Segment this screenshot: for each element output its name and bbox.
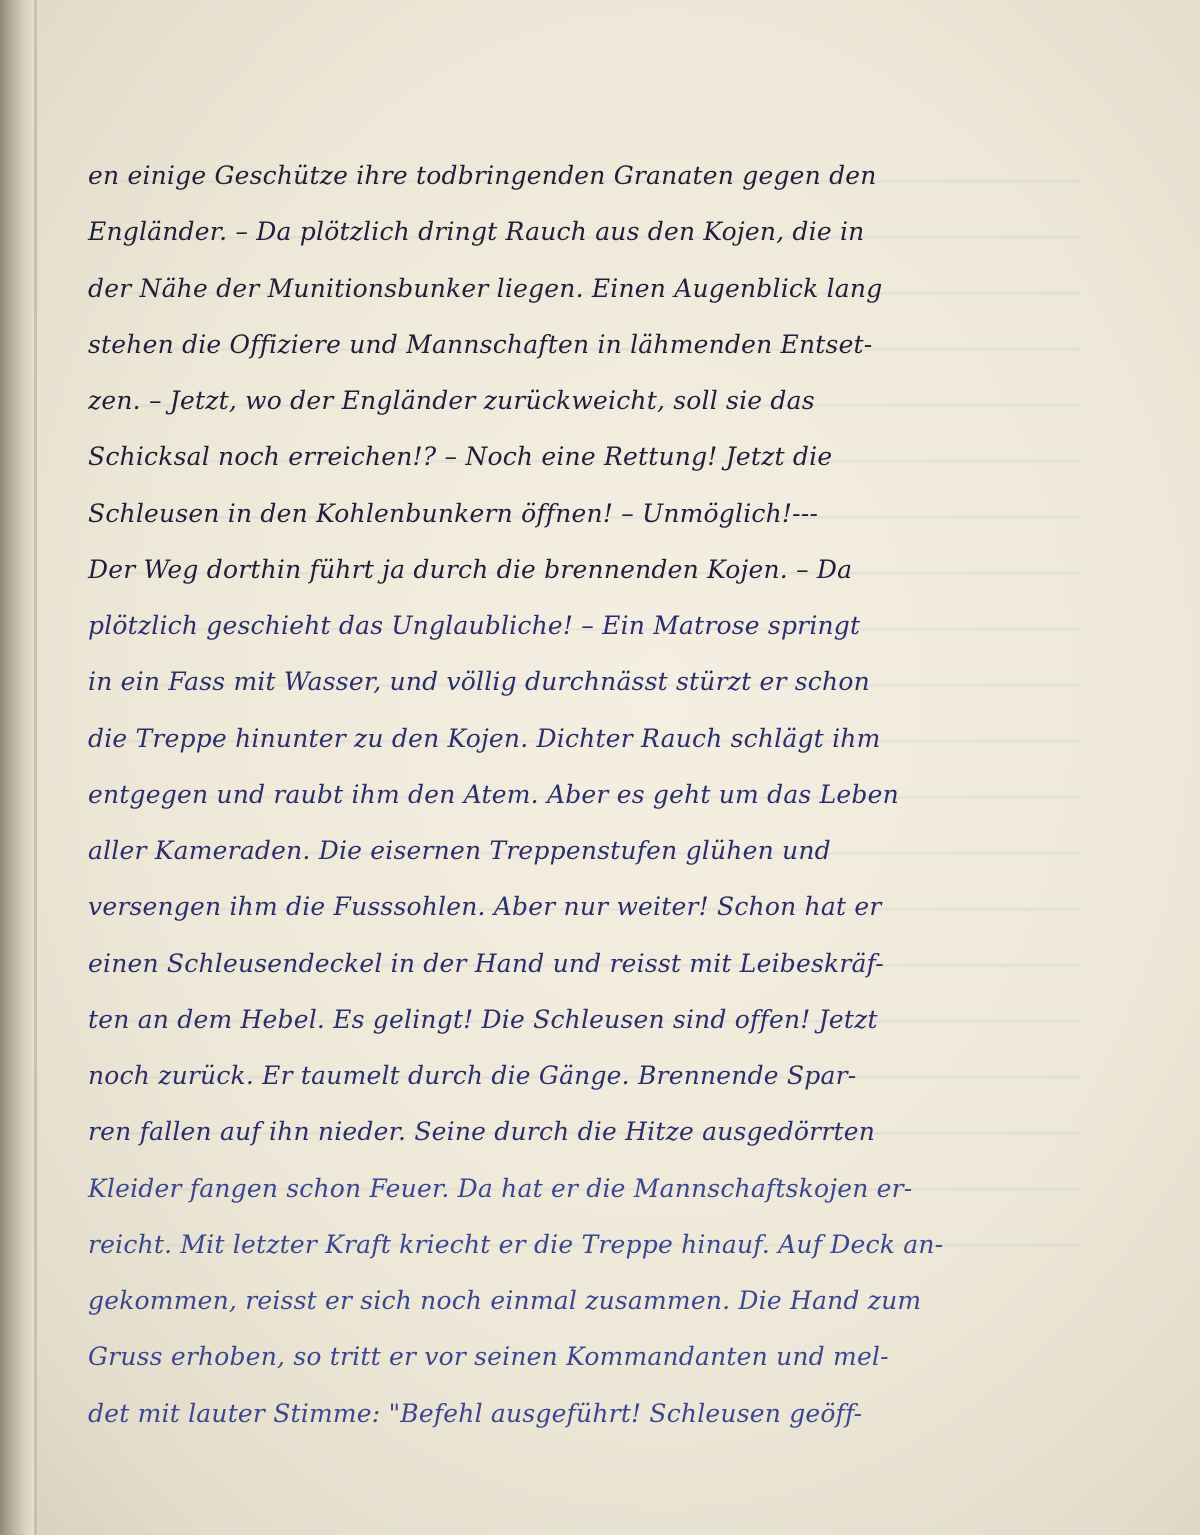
text-line: Schleusen in den Kohlenbunkern öffnen! – Unmöglich!--- bbox=[88, 498, 819, 528]
text-line: gekommen, reisst er sich noch einmal zusammen. Die Hand zum bbox=[88, 1286, 922, 1315]
text-line: der Nähe der Munitionsbunker liegen. Einen Augenblick lang bbox=[88, 273, 883, 303]
text-line: Gruss erhoben, so tritt er vor seinen Kommandanten und mel- bbox=[88, 1342, 889, 1372]
text-line: stehen die Offiziere und Mannschaften in lähmenden Entset- bbox=[88, 329, 873, 359]
text-line: einen Schleusendeckel in der Hand und reisst mit Leibeskräf- bbox=[88, 948, 884, 978]
text-line: det mit lauter Stimme: "Befehl ausgeführt! Schleusen geöff- bbox=[88, 1398, 863, 1428]
text-line: en einige Geschütze ihre todbringenden Granaten gegen den bbox=[88, 161, 877, 190]
text-line: die Treppe hinunter zu den Kojen. Dichter Rauch schlägt ihm bbox=[88, 723, 881, 753]
text-line: ren fallen auf ihn nieder. Seine durch die Hitze ausgedörrten bbox=[88, 1117, 876, 1147]
text-line: versengen ihm die Fusssohlen. Aber nur weiter! Schon hat er bbox=[88, 892, 882, 922]
spine-edge bbox=[34, 0, 37, 1535]
text-line: in ein Fass mit Wasser, und völlig durchnässt stürzt er schon bbox=[88, 667, 870, 697]
text-line: Schicksal noch erreichen!? – Noch eine Rettung! Jetzt die bbox=[88, 442, 833, 472]
text-line: Der Weg dorthin führt ja durch die brennenden Kojen. – Da bbox=[88, 554, 853, 584]
text-line: noch zurück. Er taumelt durch die Gänge. Brennende Spar- bbox=[88, 1061, 857, 1090]
book-spine bbox=[0, 0, 34, 1535]
handwritten-text bbox=[88, 148, 1060, 1442]
text-line: ten an dem Hebel. Es gelingt! Die Schleusen sind offen! Jetzt bbox=[88, 1004, 878, 1034]
text-line: reicht. Mit letzter Kraft kriecht er die Treppe hinauf. Auf Deck an- bbox=[88, 1229, 944, 1259]
text-line: zen. – Jetzt, wo der Engländer zurückweicht, soll sie das bbox=[88, 386, 815, 415]
text-line: Kleider fangen schon Feuer. Da hat er die Mannschaftskojen er- bbox=[88, 1173, 913, 1203]
text-line: Engländer. – Da plötzlich dringt Rauch aus den Kojen, die in bbox=[88, 217, 865, 247]
text-line: plötzlich geschieht das Unglaubliche! – Ein Matrose springt bbox=[88, 611, 861, 640]
text-line: aller Kameraden. Die eisernen Treppenstufen glühen und bbox=[88, 836, 831, 865]
text-line: entgegen und raubt ihm den Atem. Aber es geht um das Leben bbox=[88, 779, 899, 809]
